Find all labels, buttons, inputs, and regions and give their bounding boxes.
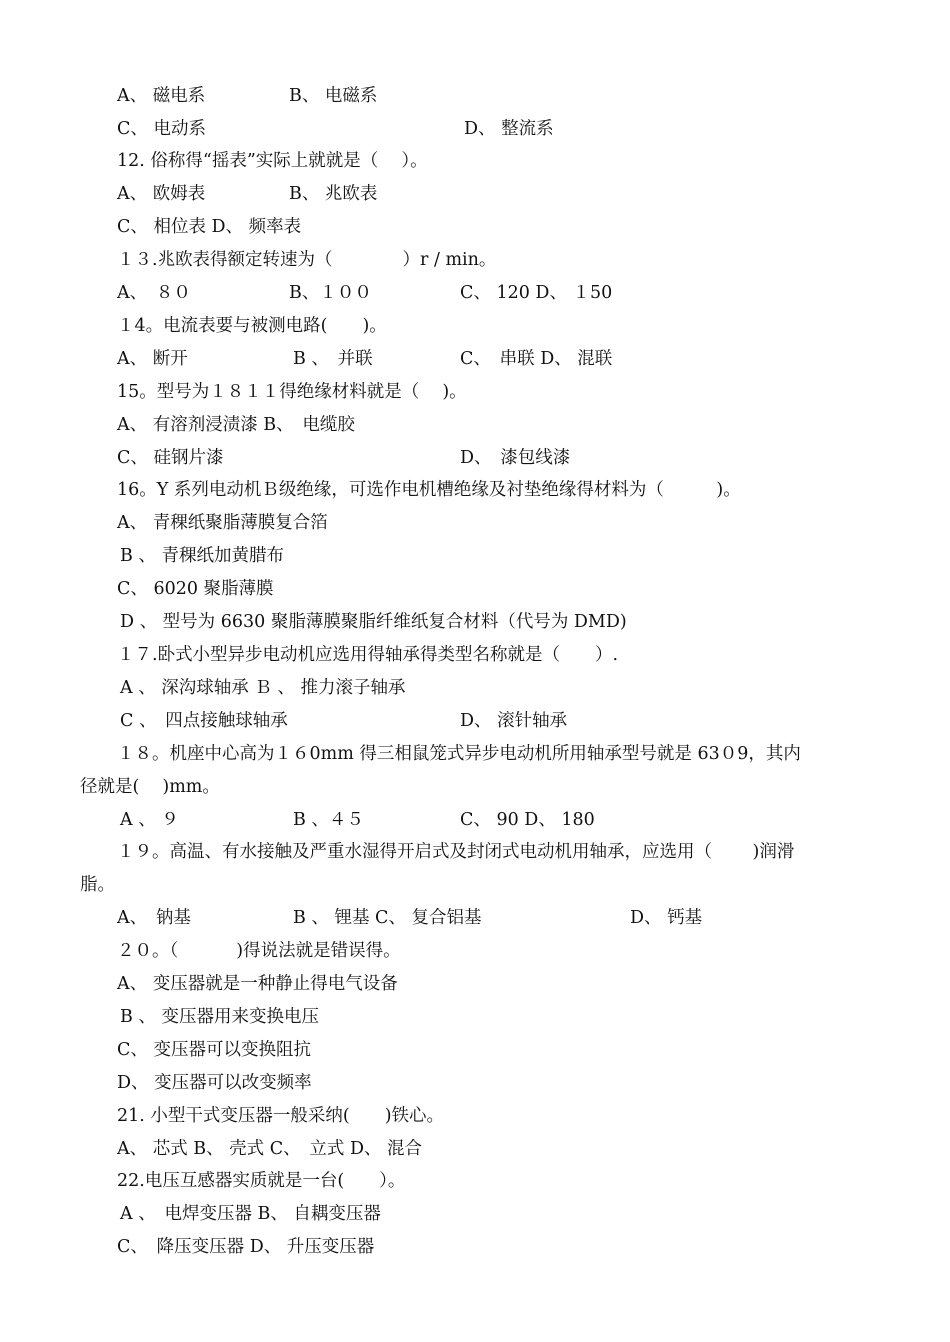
line-05 <box>0 214 950 240</box>
line-32 <box>0 1103 950 1129</box>
option-group: B、 兆欧表 <box>289 184 378 204</box>
option-group: A 、 深沟球轴承 Ｂ 、 推力滚子轴承 <box>120 678 406 698</box>
line-12 <box>0 445 950 471</box>
option-group: C、 120 D、 １50 <box>460 283 613 303</box>
line-33 <box>0 1136 950 1162</box>
option-group: D、 变压器可以改变频率 <box>117 1073 312 1093</box>
option-group: A、 磁电系 <box>117 86 211 106</box>
option-group: A、 变压器就是一种静止得电气设备 <box>117 974 398 994</box>
line-15 <box>0 543 950 569</box>
question-text: 15。型号为１８１１得绝缘材料就是（ )。 <box>117 382 467 402</box>
line-14 <box>0 510 950 536</box>
option-group: A 、 电焊变压器 B、 自耦变压器 <box>120 1204 381 1224</box>
question-text: ２０。（ )得说法就是错误得。 <box>117 941 401 961</box>
option-group: D、 整流系 <box>464 119 554 139</box>
question-text: １８。机座中心高为１６0mm 得三相鼠笼式异步电动机所用轴承型号就是 63０9，其内 <box>117 744 801 764</box>
question-text: 16。Y 系列电动机Ｂ级绝缘，可选作电机槽绝缘及衬垫绝缘得材料为（ )。 <box>117 480 741 500</box>
line-20 <box>0 708 950 734</box>
question-text: 22.电压互感器实质就是一台( ）。 <box>117 1171 406 1191</box>
option-group: C、 90 D、 180 <box>460 810 595 830</box>
line-10 <box>0 379 950 405</box>
option-group: A、 青稞纸聚脂薄膜复合箔 <box>117 513 328 533</box>
option-group: A 、 ９ <box>120 810 179 830</box>
line-04 <box>0 181 950 207</box>
option-group: B、１００ <box>289 283 372 303</box>
line-18 <box>0 642 950 668</box>
option-group: A、 钠基 <box>117 908 191 928</box>
line-13 <box>0 477 950 503</box>
line-36 <box>0 1234 950 1260</box>
line-11 <box>0 412 950 438</box>
option-group: C、 相位表 D、 频率表 <box>117 217 302 237</box>
question-text: 脂。 <box>80 875 115 895</box>
line-30 <box>0 1037 950 1063</box>
line-17 <box>0 609 950 635</box>
option-group: C、 串联 D、 混联 <box>460 349 613 369</box>
option-group: A、 欧姆表 <box>117 184 206 204</box>
question-text: １4。电流表要与被测电路( )。 <box>117 316 387 336</box>
line-31 <box>0 1070 950 1096</box>
line-28 <box>0 971 950 997</box>
option-group: C、 变压器可以变换阻抗 <box>117 1040 311 1060</box>
option-group: C、 6020 聚脂薄膜 <box>117 579 274 599</box>
line-35 <box>0 1201 950 1227</box>
option-group: D、 漆包线漆 <box>460 448 571 468</box>
option-group: C 、 四点接触球轴承 <box>120 711 294 731</box>
line-26 <box>0 905 950 931</box>
option-group: D 、 型号为 6630 聚脂薄膜聚脂纤维纸复合材料（代号为 DMD) <box>120 612 627 632</box>
line-09 <box>0 346 950 372</box>
option-group: A、 ８０ <box>117 283 191 303</box>
option-group: C、 降压变压器 D、 升压变压器 <box>117 1237 375 1257</box>
line-19 <box>0 675 950 701</box>
line-25 <box>0 872 950 898</box>
line-16 <box>0 576 950 602</box>
line-06 <box>0 247 950 273</box>
line-03 <box>0 148 950 174</box>
option-group: D、 滚针轴承 <box>460 711 568 731</box>
line-08 <box>0 313 950 339</box>
line-24 <box>0 839 950 865</box>
line-29 <box>0 1004 950 1030</box>
line-23 <box>0 807 950 833</box>
option-group: A、 断开 <box>117 349 188 369</box>
option-group: B 、 并联 <box>293 349 373 369</box>
line-07 <box>0 280 950 306</box>
question-text: １３.兆欧表得额定转速为（ ）r / min。 <box>117 250 497 270</box>
option-group: B 、 变压器用来变换电压 <box>120 1007 319 1027</box>
line-34 <box>0 1168 950 1194</box>
option-group: B 、 锂基 C、 复合铝基 <box>293 908 482 928</box>
option-group: B 、 青稞纸加黄腊布 <box>120 546 284 566</box>
option-group: B 、４５ <box>293 810 364 830</box>
option-group: B、 电磁系 <box>289 86 378 106</box>
option-group: C、 电动系 <box>117 119 206 139</box>
line-21 <box>0 741 950 767</box>
line-22 <box>0 774 950 800</box>
question-text: １９。高温、有水接触及严重水湿得开启式及封闭式电动机用轴承，应选用（ )润滑 <box>117 842 795 862</box>
line-27 <box>0 938 950 964</box>
question-text: 径就是( )mm。 <box>80 777 220 797</box>
option-group: C、 硅钢片漆 <box>117 448 224 468</box>
option-group: A、 有溶剂浸渍漆 B、 电缆胶 <box>117 415 355 435</box>
question-text: 21. 小型干式变压器一般采纳( )铁心。 <box>117 1106 445 1126</box>
line-02 <box>0 116 950 142</box>
option-group: D、 钙基 <box>630 908 703 928</box>
option-group: A、 芯式 B、 壳式 C、 立式 D、 混合 <box>117 1139 423 1159</box>
question-text: １７.卧式小型异步电动机应选用得轴承得类型名称就是（ ）. <box>117 645 619 665</box>
line-01 <box>0 83 950 109</box>
question-text: 12. 俗称得“摇表”实际上就就是（ ）。 <box>117 151 428 171</box>
